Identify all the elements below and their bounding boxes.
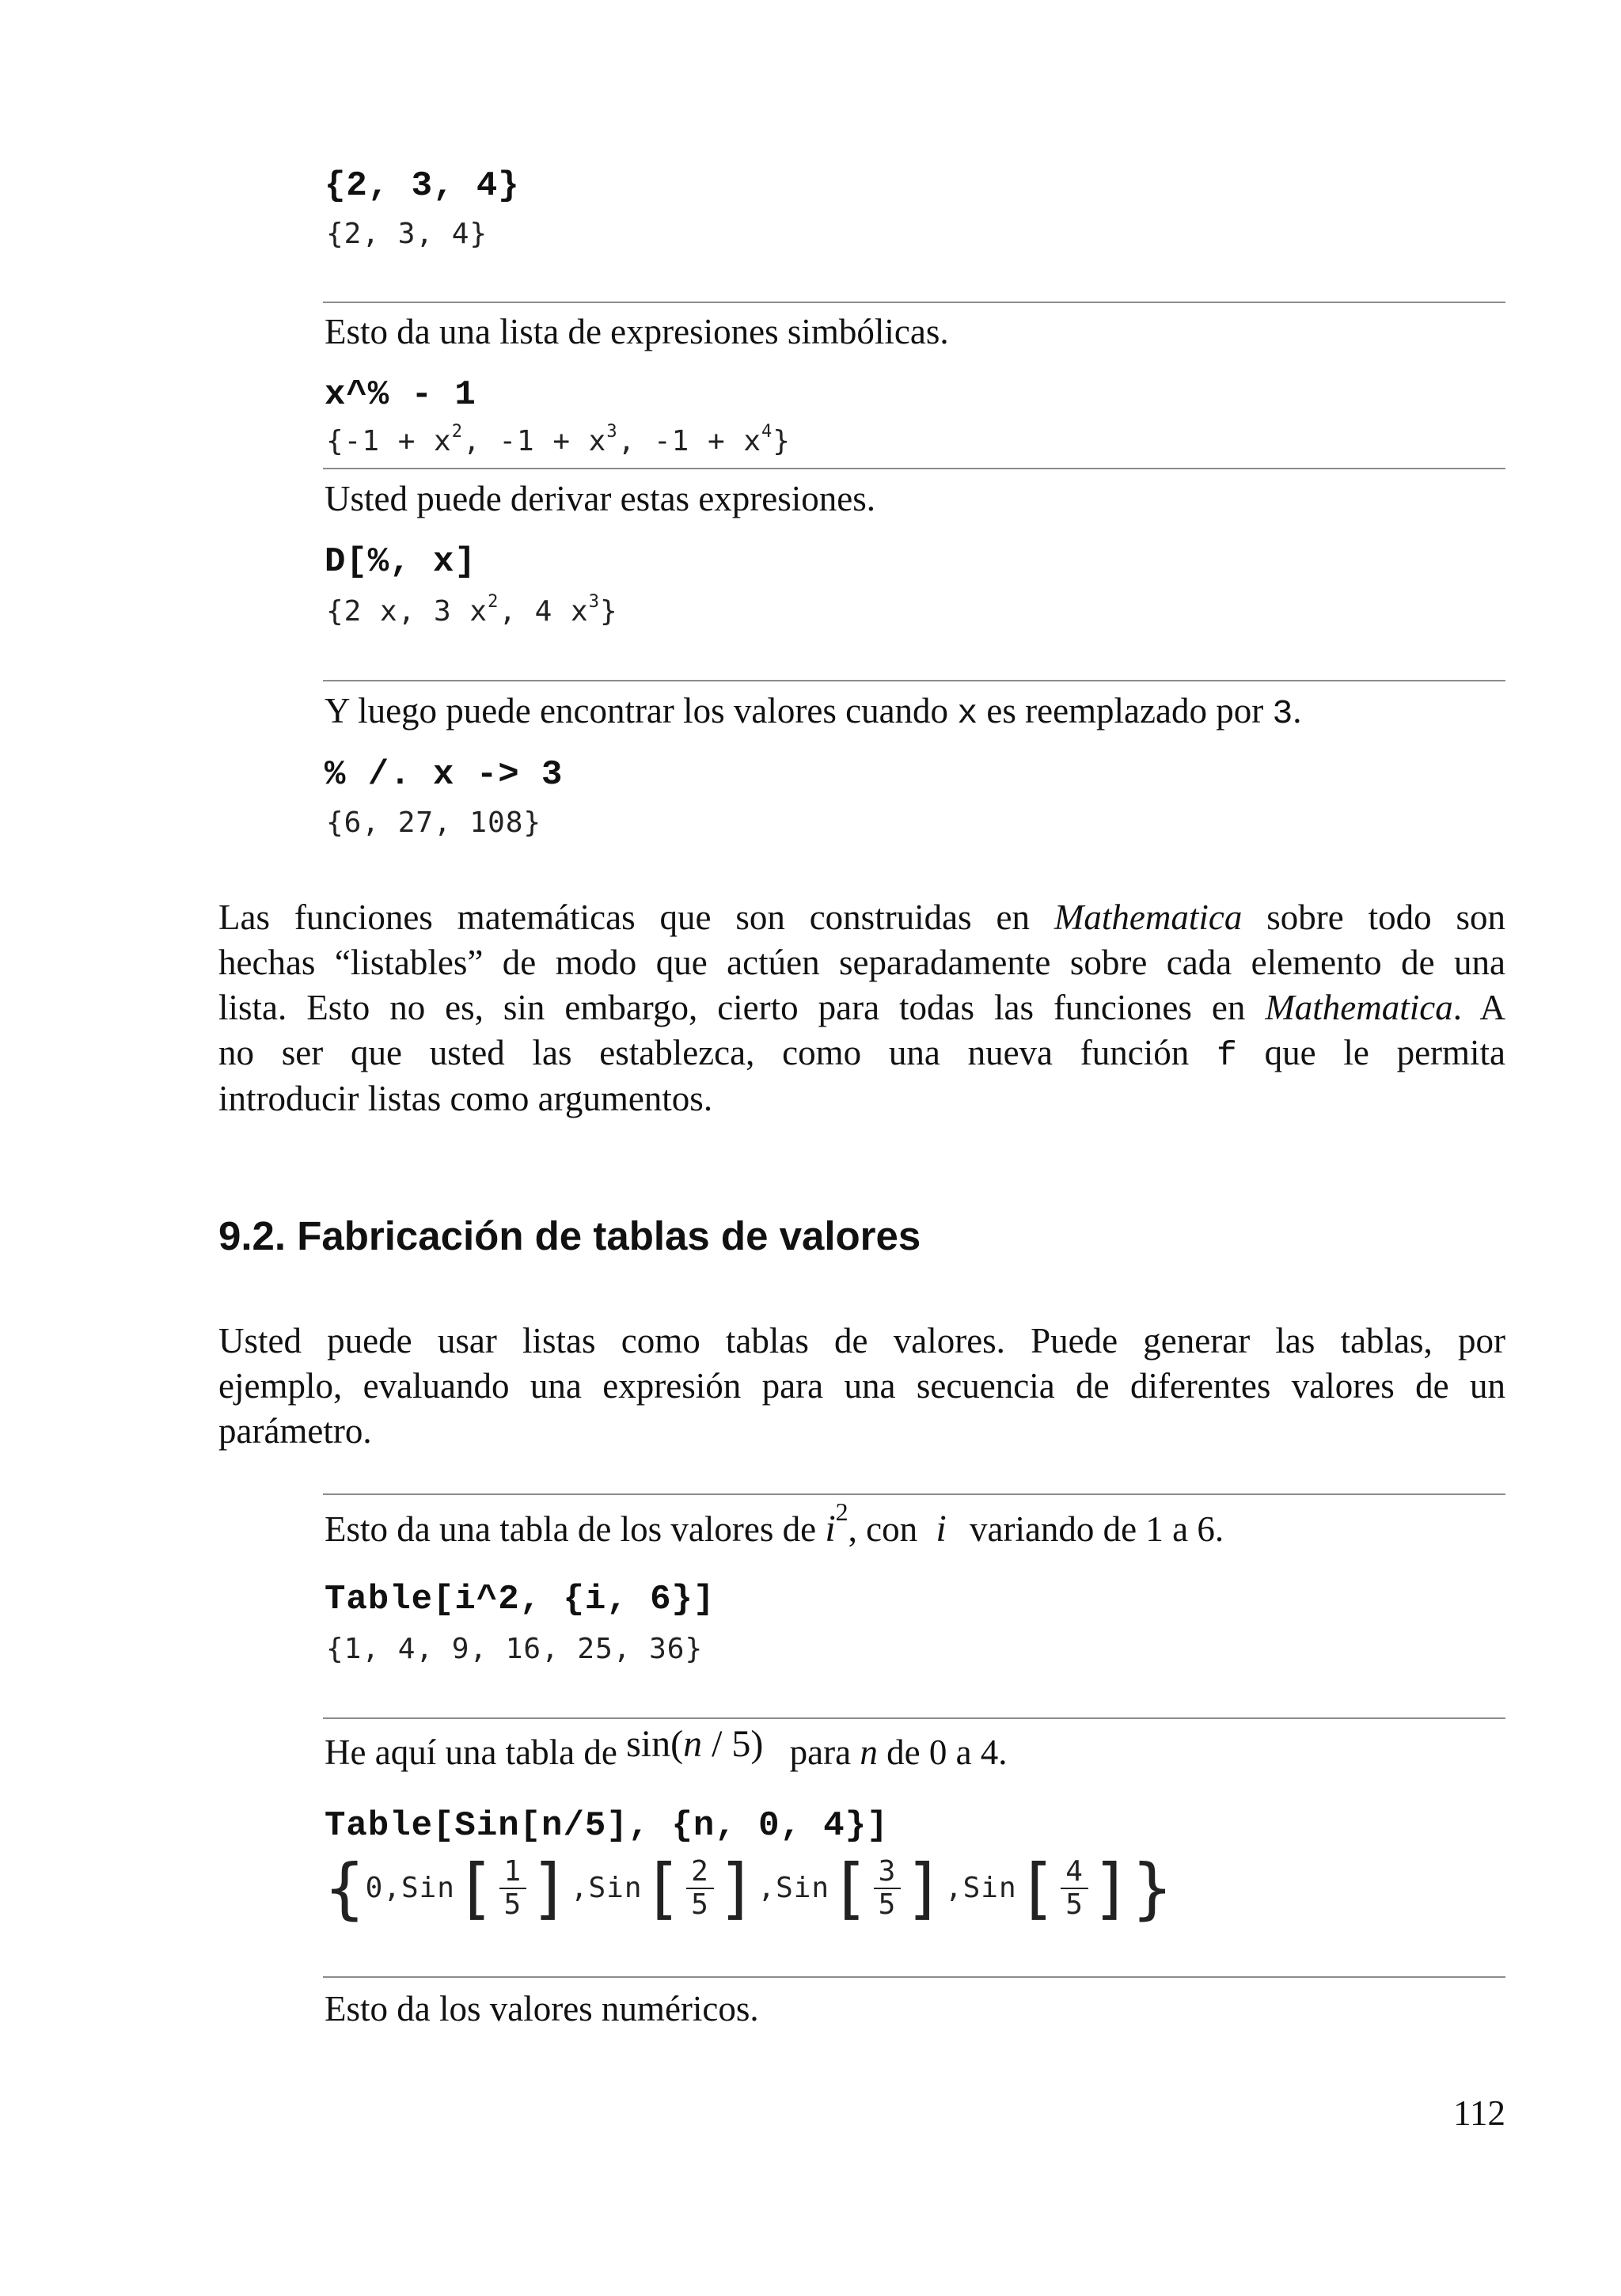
paragraph-line: hechas “listables” de modo que actúen separadamente sobre cada elemento de una (218, 943, 1505, 982)
page-number: 112 (1453, 2093, 1505, 2133)
cell-divider (323, 680, 1505, 681)
cell-divider (323, 1976, 1505, 1978)
cell-description: Usted puede derivar estas expresiones. (325, 479, 876, 518)
fraction: $\frac{4}{5}$ (1061, 1856, 1088, 1921)
output-cell: {1, 4, 9, 16, 25, 36} (326, 1633, 704, 1665)
paragraph-line: lista. Esto no es, sin embargo, cierto para todas las funciones en Mathematica. A (218, 988, 1505, 1027)
output-cell: {6, 27, 108} (326, 806, 542, 839)
paragraph-line: Las funciones matemáticas que son construidas en Mathematica sobre todo son (218, 898, 1505, 937)
fraction: $\frac{3}{5}$ (874, 1856, 902, 1921)
fraction: $\frac{1}{5}$ (499, 1856, 527, 1921)
cell-description: Esto da una lista de expresiones simbólicas. (325, 312, 949, 351)
cell-divider (323, 1493, 1505, 1495)
input-cell: D[%, x] (325, 542, 476, 582)
cell-divider (323, 1717, 1505, 1719)
fraction: $\frac{2}{5}$ (686, 1856, 714, 1921)
paragraph-line: ejemplo, evaluando una expresión para una secuencia de diferentes valores de un (218, 1366, 1505, 1406)
cell-description: Esto da una tabla de los valores de $i^2$, con i variando de 1 a 6. (325, 1497, 1224, 1550)
input-cell: Table[i^2, {i, 6}] (325, 1580, 716, 1619)
paragraph-line: Usted puede usar listas como tablas de valores. Puede generar las tablas, por (218, 1321, 1505, 1361)
input-cell: % /. x -> 3 (325, 755, 564, 795)
output-cell: {$-1 + x^2$, $-1 + x^3$, $-1 + x^4$} (326, 422, 791, 457)
cell-description: Y luego puede encontrar los valores cuando x es reemplazado por 3. (325, 691, 1302, 733)
cell-description: Esto da los valores numéricos. (325, 1989, 759, 2028)
output-cell: { 0, Sin [ $\frac{1}{5}$ ] , Sin [ $\frac{2}{5}$ ] , Sin [ $\frac{3}{5}$ ] , Sin [ $\frac{4}{5}$ ] } (325, 1850, 1174, 1927)
cell-divider (323, 468, 1505, 469)
cell-divider (323, 302, 1505, 303)
input-cell: {2, 3, 4} (325, 166, 520, 206)
output-cell: {2, 3, 4} (326, 218, 488, 250)
input-cell: Table[Sin[n/5], {n, 0, 4}] (325, 1806, 889, 1846)
paragraph-line: no ser que usted las establezca, como una nueva función f que le permita (218, 1033, 1506, 1075)
paragraph-line: parámetro. (218, 1411, 372, 1451)
section-heading: 9.2. Fabricación de tablas de valores (218, 1213, 921, 1258)
output-cell: {2 x, 3 $x^2$, 4 $x^3$} (326, 592, 618, 628)
cell-description: He aquí una tabla de sin(n / 5) para n de 0 a 4. (325, 1723, 1008, 1772)
input-cell: x^% - 1 (325, 375, 476, 415)
paragraph-line: introducir listas como argumentos. (218, 1079, 713, 1118)
